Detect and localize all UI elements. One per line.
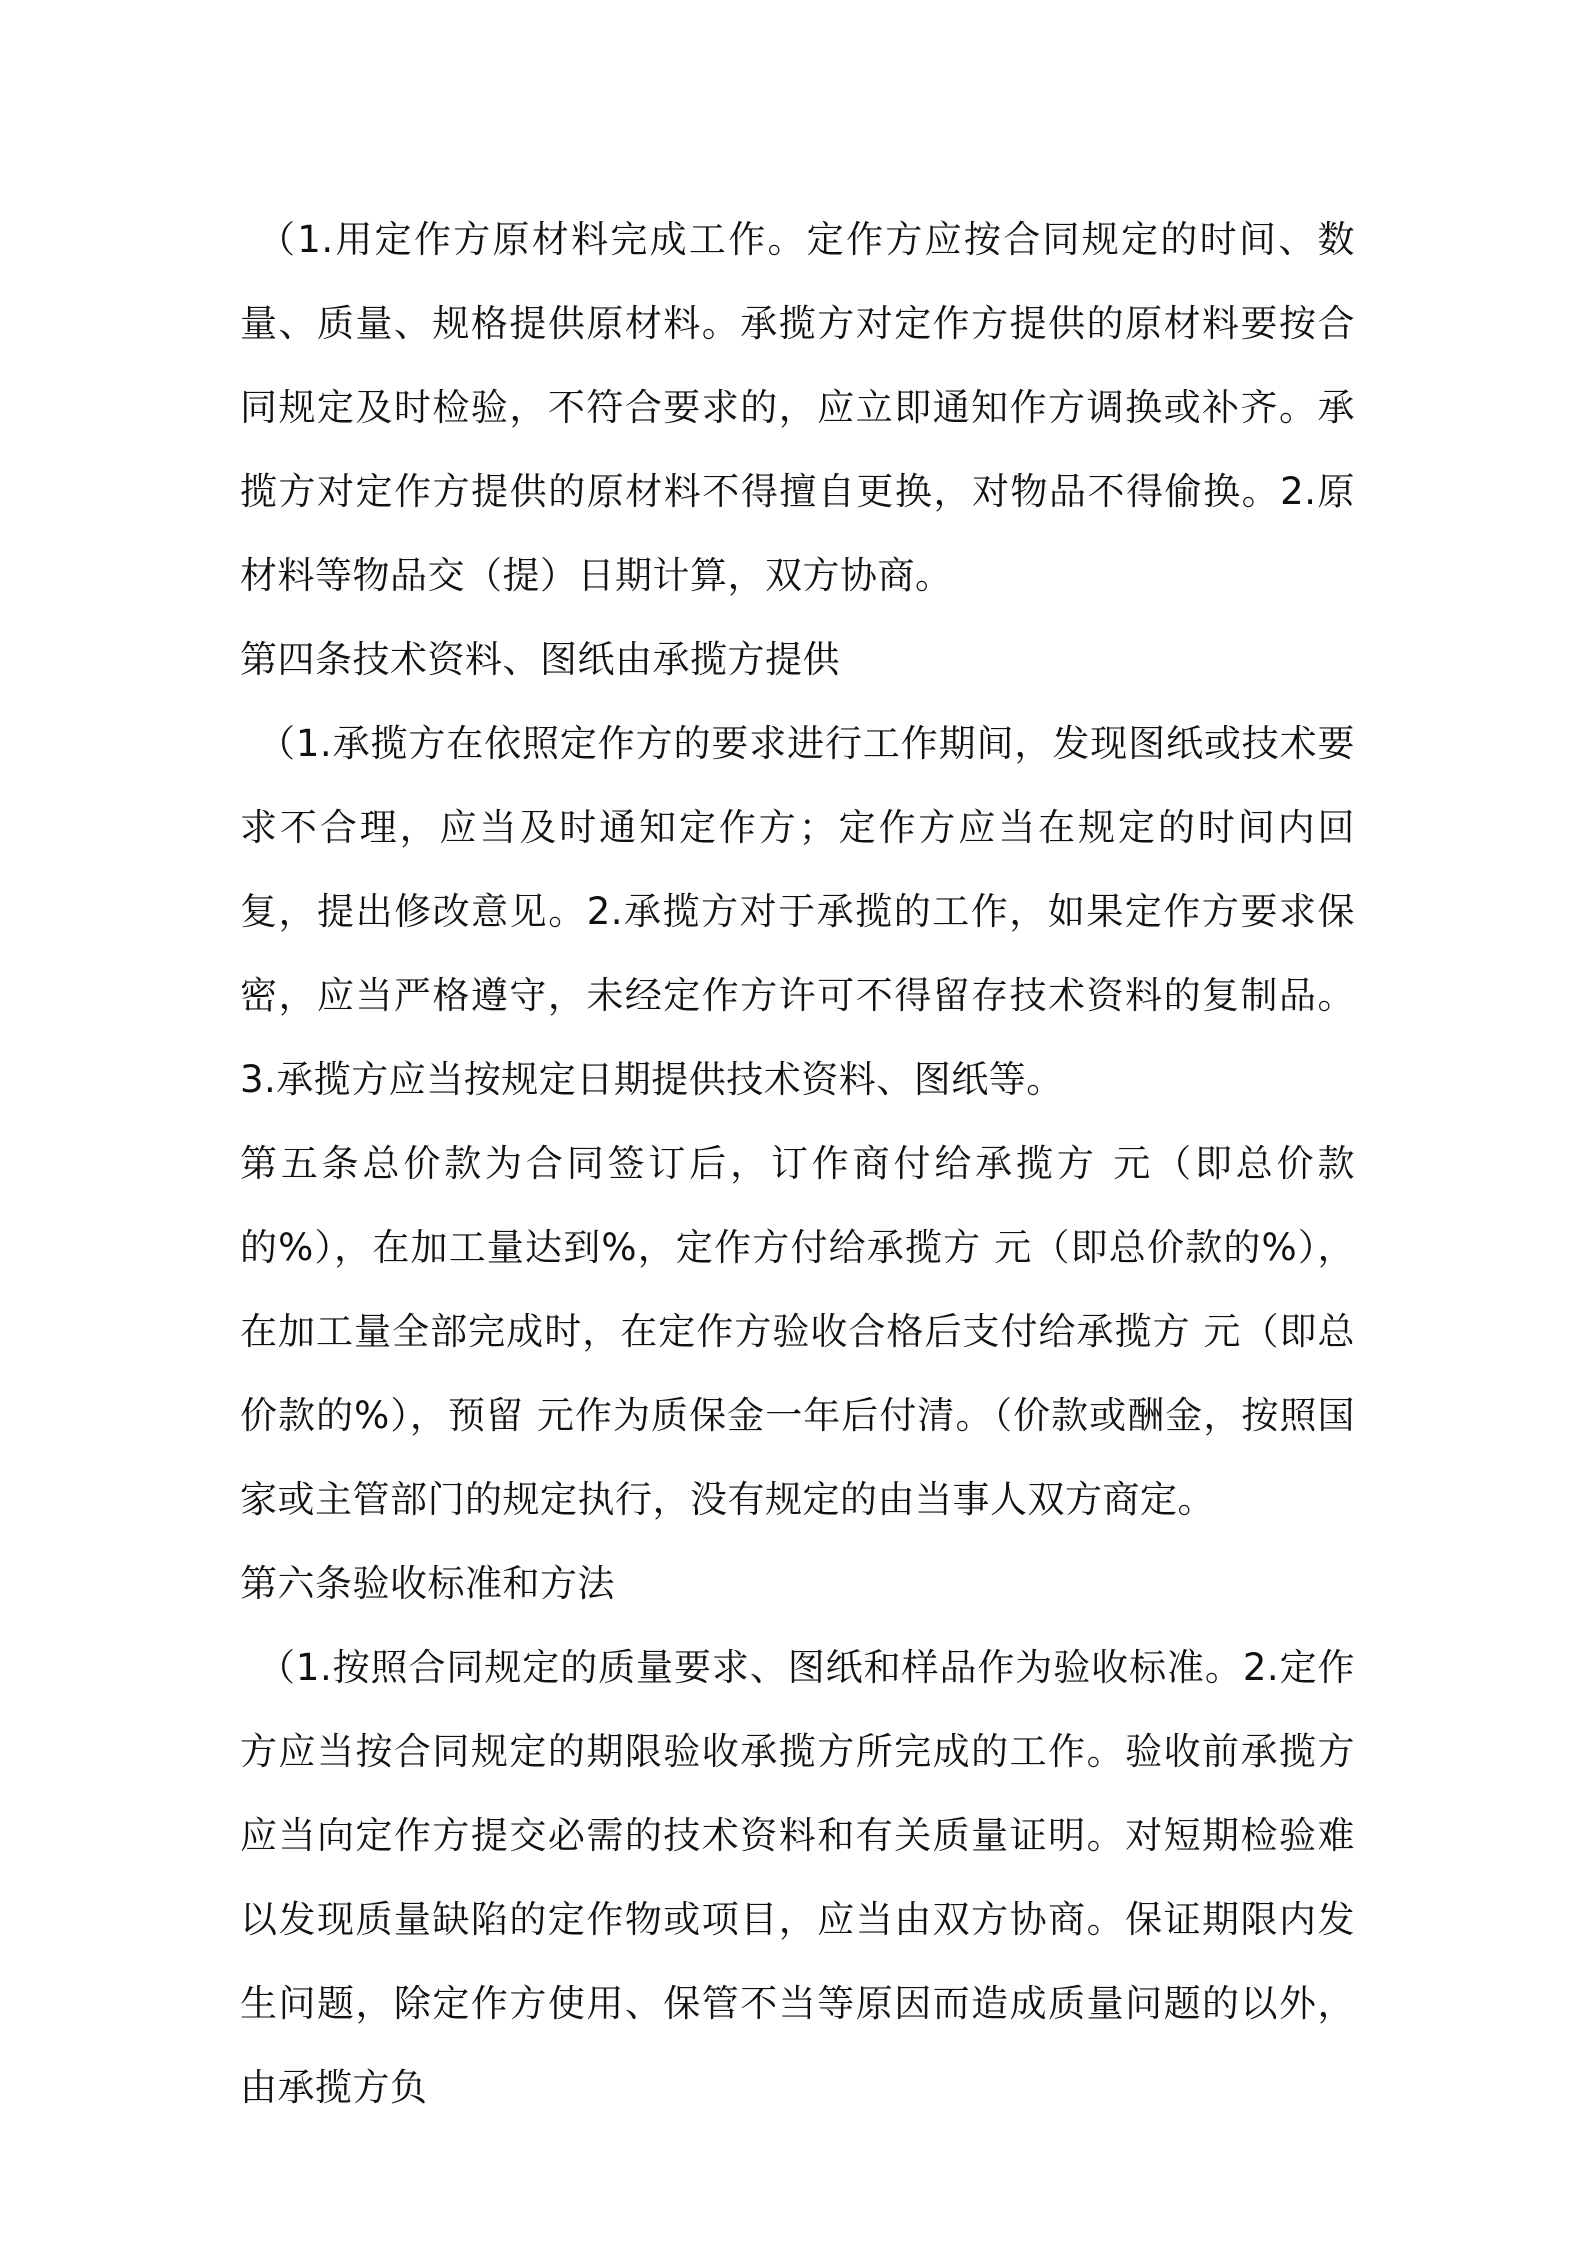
paragraph-article-5-payment: 第五条总价款为合同签订后，订作商付给承揽方 元（即总价款的%），在加工量达到%，定作方付给承揽方 元（即总价款的%），在加工量全部完成时，在定作方验收合格后支付给承揽方 元（即总价款的%），预留 元作为质保金一年后付清。（价款或酬金，按照国家或主管部门的规定执行，没有规定的由当事人双方商定。 xyxy=(240,1142,1355,1521)
heading-article-4: 第四条技术资料、图纸由承揽方提供 xyxy=(240,638,840,681)
paragraph-acceptance: （1.按照合同规定的质量要求、图纸和样品作为验收标准。2.定作方应当按合同规定的期限验收承揽方所完成的工作。验收前承揽方应当向定作方提交必需的技术资料和有关质量证明。对短期检验难以发现质量缺陷的定作物或项目，应当由双方协商。保证期限内发生问题，除定作方使用、保管不当等原因而造成质量问题的以外，由承揽方负 xyxy=(240,1646,1355,2109)
paragraph-materials: （1.用定作方原材料完成工作。定作方应按合同规定的时间、数量、质量、规格提供原材料。承揽方对定作方提供的原材料要按合同规定及时检验，不符合要求的，应立即通知作方调换或补齐。承揽方对定作方提供的原材料不得擅自更换，对物品不得偷换。2.原材料等物品交（提）日期计算，双方协商。 xyxy=(240,218,1355,597)
heading-article-6: 第六条验收标准和方法 xyxy=(240,1562,615,1605)
document-body xyxy=(240,198,1355,2130)
paragraph-technical-documents: （1.承揽方在依照定作方的要求进行工作期间，发现图纸或技术要求不合理，应当及时通知定作方；定作方应当在规定的时间内回复，提出修改意见。2.承揽方对于承揽的工作，如果定作方要求保密，应当严格遵守，未经定作方许可不得留存技术资料的复制品。3.承揽方应当按规定日期提供技术资料、图纸等。 xyxy=(240,722,1355,1101)
